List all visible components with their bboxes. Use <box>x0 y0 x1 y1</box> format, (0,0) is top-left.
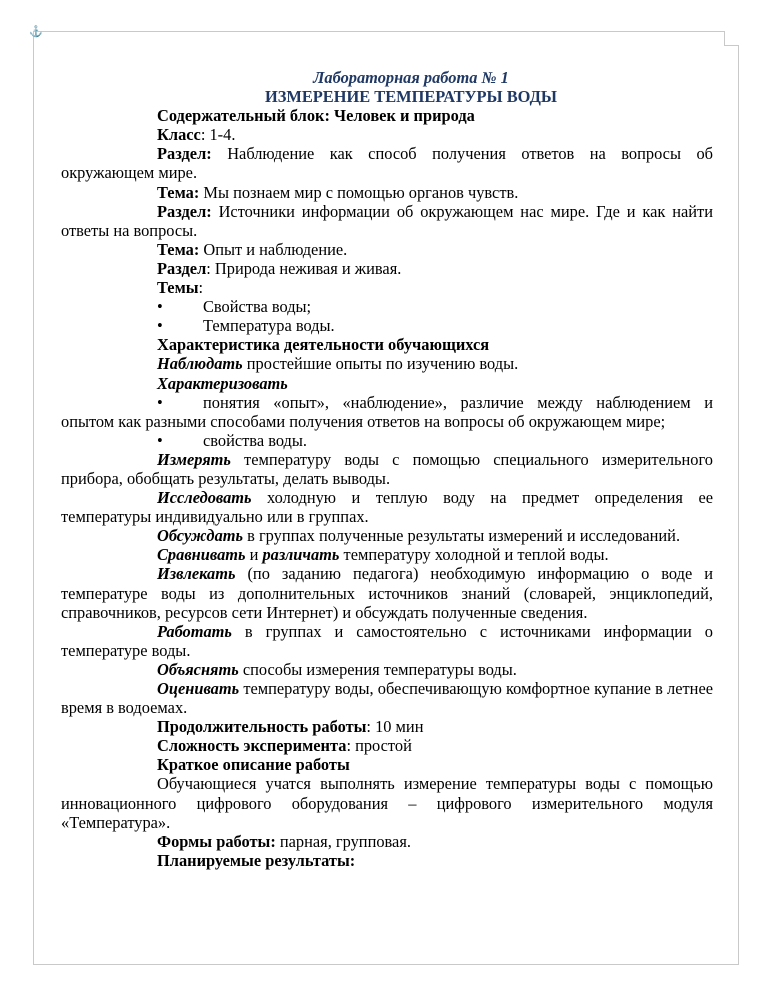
characterize-verb: Характеризовать <box>157 373 288 393</box>
explain-verb: Объяснять <box>157 659 239 679</box>
work-text: в группах и самостоятельно с источниками информации о температуре воды. <box>61 621 713 660</box>
compare-text: температуру холодной и теплой воды. <box>339 545 609 565</box>
section-value-2: Источники информации об окружающем нас мире. Где и как найти ответы на вопросы. <box>61 201 713 240</box>
theme-item-1: Свойства воды; <box>203 297 312 317</box>
characterize-text-1: понятия «опыт», «наблюдение», различие между наблюдением и опытом как разными способами получения ответов на вопросы об окружающем мире; <box>61 392 713 431</box>
document-subtitle: ИЗМЕРЕНИЕ ТЕМПЕРАТУРЫ ВОДЫ <box>264 87 557 107</box>
observe-text: простейшие опыты по изучению воды. <box>242 354 519 374</box>
extract-text: (по заданию педагога) необходимую информацию о воде и температуре воды из дополнительных источников знаний (словарей, энциклопедий, справочников, ресурсов сети Интернет) и обсуждать полученные сведения. <box>61 564 713 622</box>
section-label-1: Раздел: <box>157 144 212 164</box>
bullet-icon: • <box>157 392 163 412</box>
research-line <box>61 488 713 526</box>
section-line-3 <box>109 259 713 278</box>
characterize-text-2: свойства воды. <box>203 430 308 450</box>
compare-verb: Сравнивать <box>157 545 246 565</box>
discuss-text: в группах полученные результаты измерений и исследований. <box>243 526 681 546</box>
compare-and: и <box>245 545 263 565</box>
measure-verb: Измерять <box>157 449 231 469</box>
section-line-2 <box>61 202 713 240</box>
forms-line <box>109 832 713 851</box>
theme-line-1 <box>109 183 713 202</box>
anchor-icon: ⚓ <box>29 26 43 38</box>
evaluate-verb: Оценивать <box>157 679 240 698</box>
results-heading: Планируемые результаты: <box>157 850 356 870</box>
measure-text: температуру воды с помощью специального измерительного прибора, обобщать результаты, делать выводы. <box>61 449 713 488</box>
activities-heading: Характеристика деятельности обучающихся <box>157 335 490 355</box>
list-item <box>109 297 713 316</box>
complexity-label: Сложность эксперимента <box>157 736 347 756</box>
measure-line <box>61 450 713 488</box>
section-value-1: Наблюдение как способ получения ответов на вопросы об окружающем мире. <box>61 144 713 183</box>
duration-line <box>109 717 713 736</box>
discuss-line <box>61 526 713 545</box>
explain-line <box>109 660 713 679</box>
section-line-1 <box>61 144 713 182</box>
observe-line <box>109 354 713 373</box>
theme-label-2: Тема: <box>157 239 200 259</box>
distinguish-verb: различать <box>262 545 340 565</box>
theme-value-2: Опыт и наблюдение. <box>199 239 348 259</box>
theme-line-2 <box>109 240 713 259</box>
list-item <box>109 316 713 335</box>
themes-line <box>109 278 713 297</box>
duration-value: : 10 мин <box>366 717 424 737</box>
theme-label-1: Тема: <box>157 182 200 202</box>
summary-text: Обучающиеся учатся выполнять измерение температуры воды с помощью инновационного цифрового оборудования – цифрового измерительного модуля «Температура». <box>61 774 713 832</box>
bullet-icon: • <box>157 430 163 450</box>
duration-label: Продолжительность работы <box>157 717 367 737</box>
work-verb: Работать <box>157 621 232 641</box>
section-value-3: : Природа неживая и живая. <box>206 258 402 278</box>
forms-value: парная, групповая. <box>275 831 411 851</box>
summary-heading: Краткое описание работы <box>157 755 350 775</box>
compare-line <box>109 545 713 564</box>
class-value: : 1-4. <box>200 125 236 145</box>
discuss-verb: Обсуждать <box>157 526 244 546</box>
content-block-line: Содержательный блок: Человек и природа <box>157 106 475 126</box>
themes-label: Темы <box>157 278 199 298</box>
research-text: холодную и теплую воду на предмет определения ее температуры индивидуально или в группах. <box>61 488 713 527</box>
document-body <box>61 68 713 870</box>
bullet-icon: • <box>157 316 163 336</box>
section-label-3: Раздел <box>157 258 207 278</box>
research-verb: Исследовать <box>157 488 252 508</box>
characterize-item-1 <box>61 393 713 431</box>
extract-line <box>61 564 713 621</box>
document-title: Лабораторная работа № 1 <box>313 68 509 87</box>
class-label: Класс <box>157 125 201 145</box>
themes-colon: : <box>198 278 204 298</box>
observe-verb: Наблюдать <box>157 354 243 374</box>
class-line <box>109 125 713 144</box>
complexity-value: : простой <box>346 736 412 756</box>
work-line <box>61 622 713 660</box>
characterize-item-2 <box>109 431 713 450</box>
theme-value-1: Мы познаем мир с помощью органов чувств. <box>199 182 519 202</box>
evaluate-line <box>61 679 713 717</box>
evaluate-text: температуру воды, обеспечивающую комфортное купание в летнее время в водоемах. <box>61 679 713 718</box>
section-label-2: Раздел: <box>157 201 212 221</box>
bullet-icon: • <box>157 297 163 317</box>
page-corner-fold <box>724 31 739 46</box>
extract-verb: Извлекать <box>157 564 236 584</box>
explain-text: способы измерения температуры воды. <box>238 659 517 679</box>
forms-label: Формы работы: <box>157 831 276 851</box>
theme-item-2: Температура воды. <box>203 316 335 336</box>
complexity-line <box>109 736 713 755</box>
